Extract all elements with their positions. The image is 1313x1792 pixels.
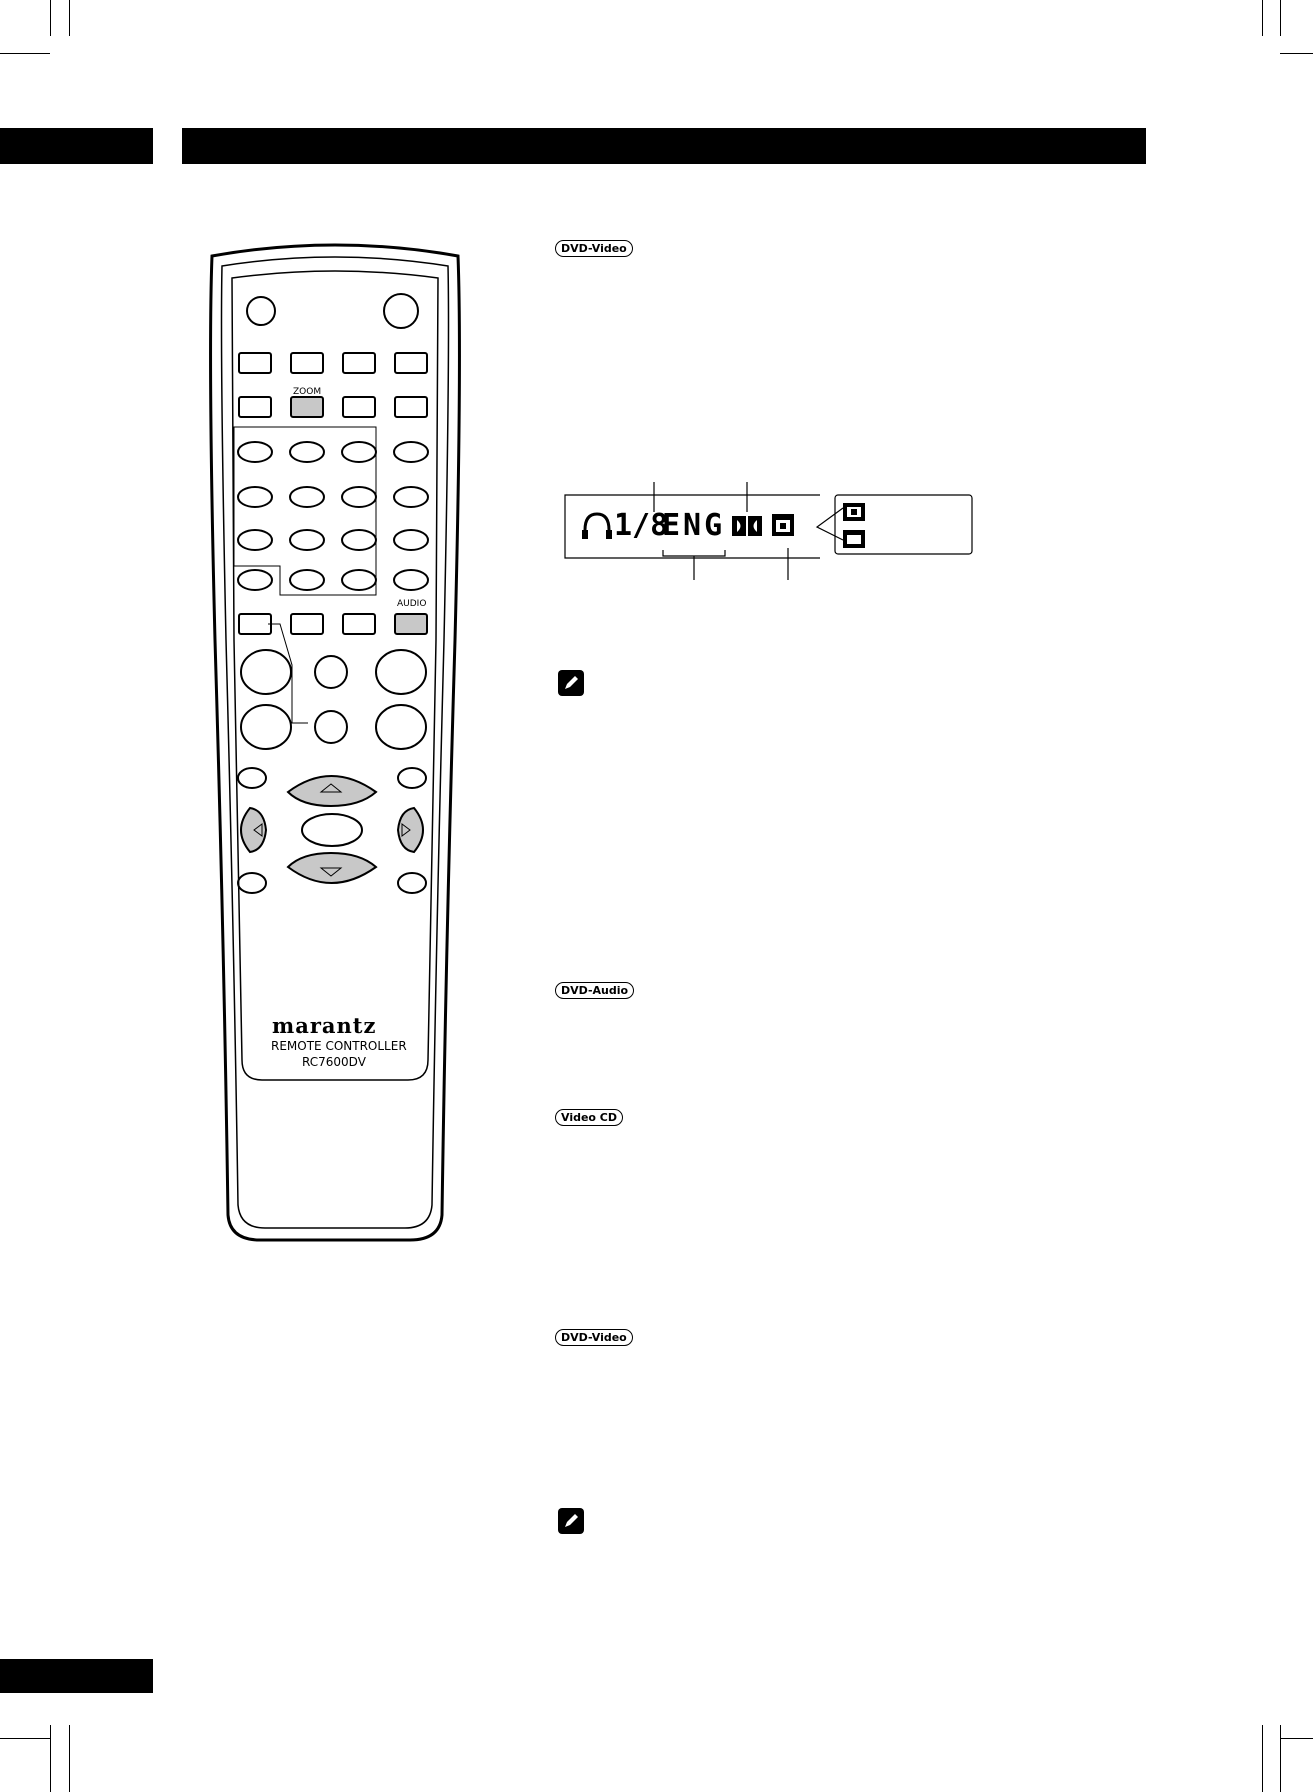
zoom-label: ZOOM (293, 387, 322, 397)
dolby-digital-icon (732, 516, 762, 536)
crop-mark (1280, 1725, 1281, 1792)
audio-label: AUDIO (397, 599, 427, 609)
header-tab-block (0, 128, 153, 164)
crop-mark (69, 1725, 70, 1792)
headphone-icon (585, 514, 609, 538)
crop-mark (1280, 1738, 1313, 1739)
crop-mark (50, 1725, 51, 1792)
crop-mark (0, 53, 50, 54)
track-readout: 1/8 (614, 508, 669, 543)
crop-mark (1262, 1725, 1263, 1792)
pencil-note-icon (558, 1508, 584, 1534)
crop-mark (1280, 53, 1313, 54)
brand-logo: marantz (272, 1013, 377, 1038)
dvd-video-badge: DVD-Video (555, 240, 633, 257)
crop-mark (1262, 0, 1263, 36)
model-line-1: REMOTE CONTROLLER (271, 1039, 407, 1053)
crop-mark (69, 0, 70, 36)
remote-control-illustration (200, 240, 470, 1250)
crop-mark (50, 0, 51, 36)
footer-page-block (0, 1659, 153, 1693)
pencil-note-icon (558, 670, 584, 696)
crop-mark (1280, 0, 1281, 36)
video-cd-badge: Video CD (555, 1109, 623, 1126)
crop-mark (0, 1738, 50, 1739)
dvd-audio-badge: DVD-Audio (555, 982, 634, 999)
dvd-video-badge: DVD-Video (555, 1329, 633, 1346)
language-readout: ENG (662, 508, 726, 543)
model-line-2: RC7600DV (302, 1055, 366, 1069)
header-title-bar (182, 128, 1146, 164)
